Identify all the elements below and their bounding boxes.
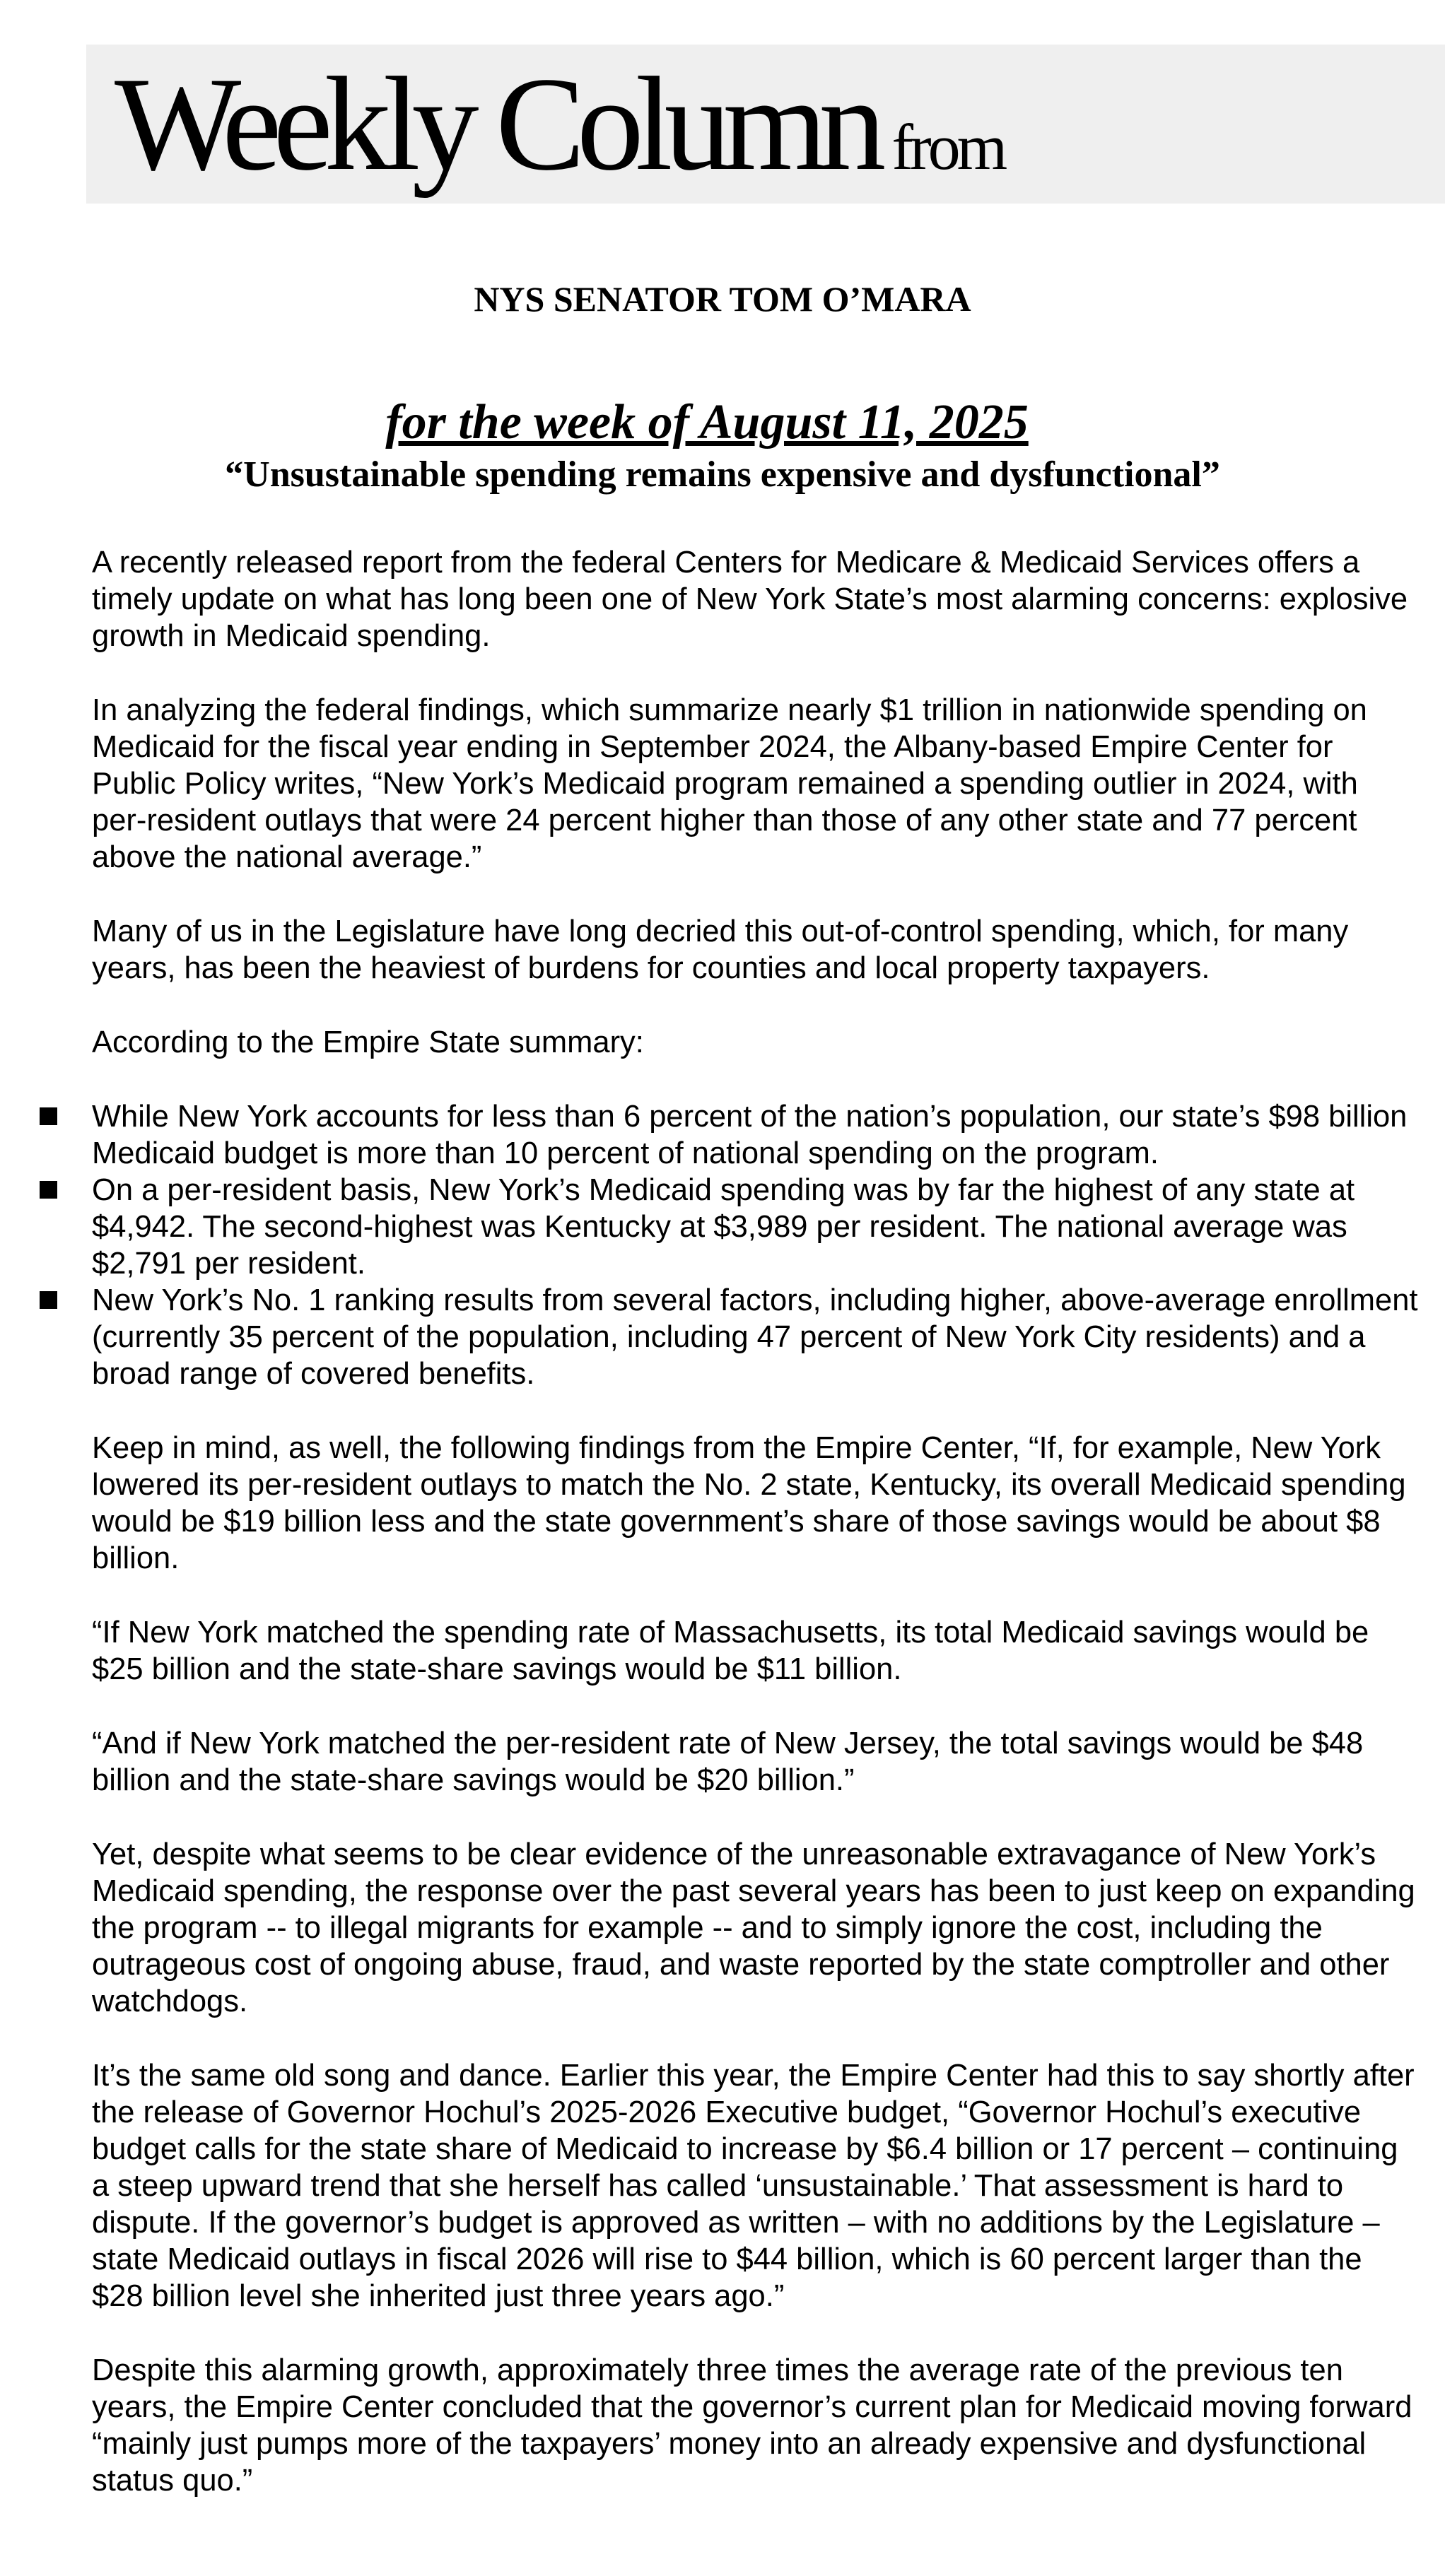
bullet-text: While New York accounts for less than 6 percent of the nation’s population, our state’s $98 billion Medicaid budget is more than 10 percent of national spending on the program. bbox=[92, 1100, 1408, 1170]
paragraph: It’s the same old song and dance. Earlier this year, the Empire Center had this to say shortly after the release of Governor Hochul’s 2025-2026 Executive budget, “Governor Hochul’s executive budget calls for the state share of Medicaid to increase by $6.4 billion or 17 percent – continuing a steep upward trend that she herself has called ‘unsustainable.’ That assessment is hard to dispute. If the governor’s budget is approved as written – with no additions by the Legislature – state Medicaid outlays in fiscal 2026 will rise to $44 billion, which is 60 percent larger than the $28 billion level she inherited just three years ago.” bbox=[92, 2059, 1415, 2313]
square-bullet-icon bbox=[40, 1291, 57, 1309]
paragraph: “If New York matched the spending rate of Massachusetts, its total Medicaid savings would be $25 billion and the state-share savings would be $11 billion. bbox=[92, 1616, 1369, 1686]
square-bullet-icon bbox=[40, 1181, 57, 1199]
masthead-title-main: Weekly Column bbox=[115, 50, 878, 199]
week-of-date: for the week of August 11, 2025 bbox=[385, 395, 1029, 449]
masthead-banner bbox=[86, 45, 1445, 204]
paragraph: Keep in mind, as well, the following findings from the Empire Center, “If, for example, New York lowered its per-resident outlays to match the No. 2 state, Kentucky, its overall Medicaid spending would be $19 billion less and the state government’s share of those savings would be about $8 billion. bbox=[92, 1431, 1406, 1575]
bullet-item bbox=[92, 1172, 1421, 1282]
bullet-item bbox=[92, 1098, 1421, 1172]
paragraph: Yet, despite what seems to be clear evidence of the unreasonable extravagance of New York’s Medicaid spending, the response over the past several years has been to just keep on expanding the program -- to illegal migrants for example -- and to simply ignore the cost, including the outrageous cost of ongoing abuse, fraud, and waste reported by the state comptroller and other watchdogs. bbox=[92, 1837, 1415, 2018]
masthead-title bbox=[115, 50, 1005, 199]
paragraph: In analyzing the federal findings, which summarize nearly $1 trillion in nationwide spending on Medicaid for the fiscal year ending in September 2024, the Albany-based Empire Center for Public Policy writes, “New York’s Medicaid program remained a spending outlier in 2024, with per-resident outlays that were 24 percent higher than those of any other state and 77 percent above the national average.” bbox=[92, 693, 1367, 874]
bullet-item bbox=[92, 1282, 1421, 1392]
bullet-list bbox=[92, 1098, 1421, 1392]
masthead-title-suffix: from bbox=[891, 111, 1005, 183]
paragraph: “And if New York matched the per-resident rate of New Jersey, the total savings would be $48 billion and the state-share savings would be $20 billion.” bbox=[92, 1727, 1364, 1797]
senator-name: NYS SENATOR TOM O’MARA bbox=[474, 279, 971, 319]
bullet-text: On a per-resident basis, New York’s Medicaid spending was by far the highest of any state at $4,942. The second-highest was Kentucky at $3,989 per resident. The national average was $2,791 per resident. bbox=[92, 1173, 1355, 1281]
bullet-text: New York’s No. 1 ranking results from several factors, including higher, above-average enrollment (currently 35 percent of the population, including 47 percent of New York City residents) and a broad range of covered benefits. bbox=[92, 1283, 1418, 1391]
article-body bbox=[92, 544, 1421, 2536]
square-bullet-icon bbox=[40, 1107, 57, 1125]
paragraph: A recently released report from the federal Centers for Medicare & Medicaid Services offers a timely update on what has long been one of New York State’s most alarming concerns: explosive growth in Medicaid spending. bbox=[92, 546, 1408, 653]
paragraph: According to the Empire State summary: bbox=[92, 1025, 644, 1059]
column-headline: “Unsustainable spending remains expensive and dysfunctional” bbox=[225, 454, 1220, 495]
paragraph: Many of us in the Legislature have long decried this out-of-control spending, which, for many years, has been the heaviest of burdens for counties and local property taxpayers. bbox=[92, 914, 1349, 985]
paragraph: Despite this alarming growth, approximately three times the average rate of the previous ten years, the Empire Center concluded that the governor’s current plan for Medicaid moving forward “mainly just pumps more of the taxpayers’ money into an already expensive and dysfunctional status quo.” bbox=[92, 2353, 1412, 2498]
